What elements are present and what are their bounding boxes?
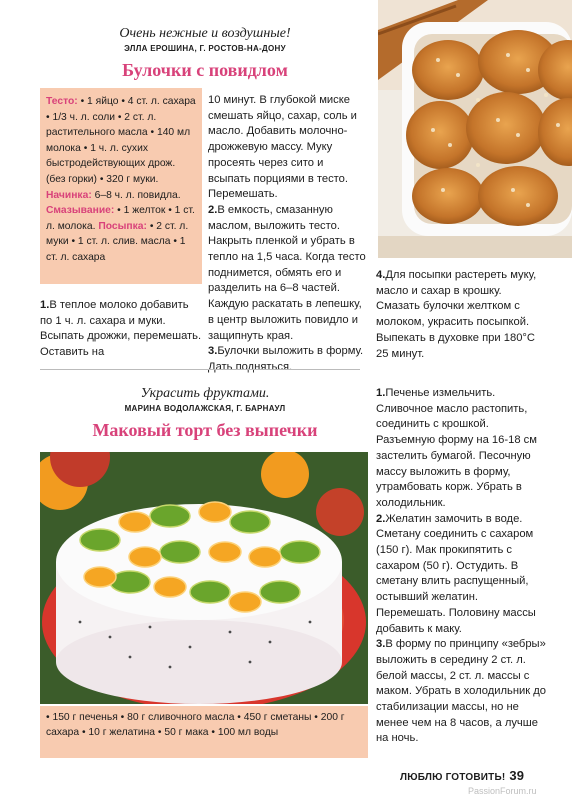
step-number: 4. [376, 269, 386, 281]
step-text: В форму по принципу «зебры» выложить в середину 2 ст. л. белой массы, 2 ст. л. массы с маком. Убрать в холодильник до стабилизации массы, но не менее чем на 8 часов, а лучше на ночь. [376, 638, 547, 745]
ingredient: 10 г желатина [88, 727, 156, 738]
filling-value: 6–8 ч. л. повидла. [94, 189, 181, 201]
recipe1-tagline: Очень нежные и воздушные! [119, 26, 291, 41]
buns-photo [378, 0, 572, 258]
recipe2-title: Маковый торт без выпечки [92, 420, 318, 440]
recipe2-tagline: Украсить фруктами. [140, 386, 270, 401]
ingredient: 200 г сахара [46, 712, 345, 738]
step-text: Печенье измельчить. Сливочное масло растопить, соединить с крошкой. Разъемную форму на 16-18 см застелить бумагой. Песочную массу выложить в форму, утрамбовать корж. Убрать в холодильник. [376, 387, 537, 509]
step-number: 2. [376, 512, 386, 525]
recipe2-steps [376, 386, 548, 747]
step-number: 1. [40, 299, 50, 311]
topping-label: Посыпка: [98, 220, 147, 232]
ingredient: 80 г сливочного масла [127, 712, 235, 723]
recipe1-step4 [376, 268, 546, 362]
recipe1-column2 [208, 93, 368, 376]
recipe1-author: ЭЛЛА ЕРОШИНА, Г. РОСТОВ-НА-ДОНУ [124, 44, 286, 53]
page-footer [400, 768, 524, 783]
step1-continued: 10 минут. В глубокой миске смешать яйцо, сахар, соль и масло. Добавить молочно-дрожжевую массу. Муку просеять через сито и всыпать порциями в тесто. Перемешать. [208, 94, 357, 201]
step-text: Булочки выложить в форму. Дать подняться. [208, 345, 364, 373]
ingredient: 100 мл воды [217, 727, 279, 738]
magazine-name: ЛЮБЛЮ ГОТОВИТЬ! [400, 772, 506, 783]
step-number: 3. [376, 638, 386, 651]
step-number: 1. [376, 387, 386, 399]
glaze-label: Смазывание: [46, 205, 115, 217]
recipe1-title: Булочки с повидлом [122, 60, 288, 80]
step-number: 3. [208, 345, 218, 358]
ingredient: 150 г печенья [52, 712, 118, 723]
recipe2-ingredients: • 150 г печенья • 80 г сливочного масла • 450 г сметаны • 200 г сахара • 10 г желатина • 50 г мака • 100 мл воды [40, 706, 368, 758]
step-number: 2. [208, 203, 218, 216]
recipe1-ingredients: Тесто: • 1 яйцо • 4 ст. л. сахара • 1/3 ч. л. соли • 2 ст. л. растительного масла • 140 мл молока • 1 ч. л. сухих быстродействующих дрож. (без горки) • 320 г муки. Начинка: 6–8 ч. л. повидла. Смазывание: • 1 желток • 1 ст. л. молока. Посыпка: • 2 ст. л. муки • 1 ст. л. слив. масла • 1 ст. л. сахара [40, 88, 202, 284]
dough-label: Тесто: [46, 96, 78, 107]
step-text: Для посыпки растереть муку, масло и сахар в крошку. Смазать булочки желтком с молоком, украсить посыпкой. Выпекать в духовке при 180°С 25 минут. [376, 269, 537, 360]
step-text: В теплое молоко добавить по 1 ч. л. сахара и муки. Всыпать дрожжи, перемешать. Оставить на [40, 299, 202, 359]
ingredient: 50 г мака [164, 727, 209, 738]
recipe1-step1 [40, 298, 202, 361]
step-text: В емкость, смазанную маслом, выложить тесто. Накрыть пленкой и убрать в тепло на 1,5 часа. Когда тесто поднимется, обмять его и разделить на 6–8 частей. Каждую раскатать в лепешку, в центр выложить повидло и защипнуть края. [208, 203, 366, 342]
page-number: 39 [509, 768, 525, 783]
recipe2-author: МАРИНА ВОДОЛАЖСКАЯ, Г. БАРНАУЛ [124, 404, 286, 413]
step-text: Желатин замочить в воде. Сметану соединить с сахаром (150 г). Мак прокипятить с сахаром (50 г). Остудить. В сметану влить распущенный, остывший желатин. Перемешать. Половину массы добавить к маку. [376, 512, 536, 635]
cake-photo [40, 452, 368, 704]
ingredient: 450 г сметаны [243, 712, 312, 723]
filling-label: Начинка: [46, 189, 92, 201]
section-divider [40, 369, 360, 370]
watermark: PassionForum.ru [468, 786, 537, 796]
